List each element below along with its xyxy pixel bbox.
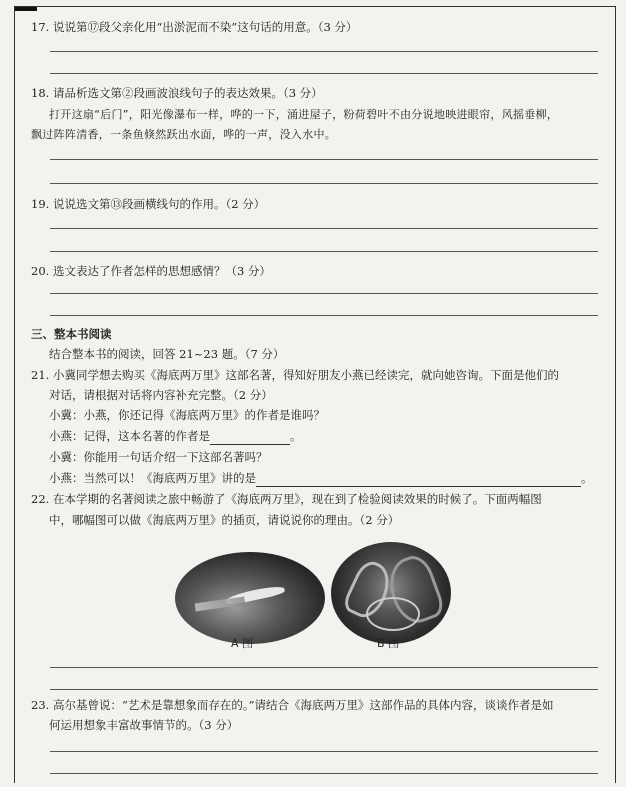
question-21-line1: 21. 小冀同学想去购买《海底两万里》这部名著，得知好朋友小燕已经读完，就向她咨询。下面是他们的: [31, 368, 559, 382]
dialogue-2: [49, 428, 302, 445]
dialogue-1: 小冀：小燕，你还记得《海底两万里》的作者是谁吗？: [49, 408, 325, 422]
answer-line[interactable]: [50, 159, 598, 160]
answer-line[interactable]: [50, 293, 598, 294]
question-19: 19. 说说选文第⑬段画横线句的作用。（2 分）: [31, 197, 266, 211]
dialogue-4-text: 小燕：当然可以！《海底两万里》讲的是: [49, 471, 256, 485]
answer-line[interactable]: [50, 751, 598, 752]
answer-line[interactable]: [50, 183, 598, 184]
question-22-line1: 22. 在本学期的名著阅读之旅中畅游了《海底两万里》，现在到了检验阅读效果的时候了。下面两幅图: [31, 492, 542, 506]
answer-line[interactable]: [50, 73, 598, 74]
dialogue-3: 小冀：你能用一句话介绍一下这部名著吗？: [49, 450, 268, 464]
wave-spray: [195, 597, 246, 612]
answer-line[interactable]: [50, 689, 598, 690]
author-blank[interactable]: [210, 431, 290, 445]
answer-line[interactable]: [50, 773, 598, 774]
dialogue-2-text: 小燕：记得，这本名著的作者是: [49, 429, 210, 443]
quoted-passage-line2: 飘过阵阵清香，一条鱼倏然跃出水面，哗的一声，没入水中。: [31, 128, 337, 141]
dialogue-4: [49, 470, 593, 487]
tentacle-shape: [366, 597, 420, 631]
answer-line[interactable]: [50, 315, 598, 316]
question-18: 18. 请品析选文第②段画波浪线句子的表达效果。（3 分）: [31, 86, 323, 100]
question-23-line2: 何运用想象丰富故事情节的。（3 分）: [49, 718, 239, 732]
section-title: 三、整本书阅读: [31, 327, 112, 341]
summary-blank[interactable]: [256, 473, 581, 487]
section-intro: 结合整本书的阅读，回答 21~23 题。（7 分）: [49, 347, 285, 361]
corner-mark: [15, 7, 37, 11]
answer-line[interactable]: [50, 51, 598, 52]
question-22-line2: 中，哪幅图可以做《海底两万里》的插页，请说说你的理由。（2 分）: [49, 513, 400, 527]
caption-b: B 图: [377, 637, 400, 650]
caption-a: A 图: [231, 637, 254, 650]
dialogue-4-end: 。: [581, 471, 593, 485]
question-23-line1: 23. 高尔基曾说：“艺术是靠想象而存在的。”请结合《海底两万里》这部作品的具体内容，谈谈作者是如: [31, 698, 554, 712]
answer-line[interactable]: [50, 667, 598, 668]
illustration-a-submarine: [175, 552, 325, 644]
question-20: 20. 选文表达了作者怎样的思想感情？（3 分）: [31, 264, 271, 278]
question-17: 17. 说说第⑰段父亲化用“出淤泥而不染”这句话的用意。（3 分）: [31, 20, 358, 34]
quoted-passage-line1: 打开这扇“后门”，阳光像瀑布一样，哗的一下，涌进屋子，粉荷碧叶不由分说地映进眼帘，风摇垂柳，: [49, 108, 559, 121]
answer-line[interactable]: [50, 251, 598, 252]
answer-line[interactable]: [50, 228, 598, 229]
dialogue-2-end: 。: [290, 429, 302, 443]
question-21-line2: 对话，请根据对话将内容补充完整。（2 分）: [49, 388, 273, 402]
illustration-b-octopus: [331, 542, 451, 644]
exam-page: [14, 6, 616, 783]
